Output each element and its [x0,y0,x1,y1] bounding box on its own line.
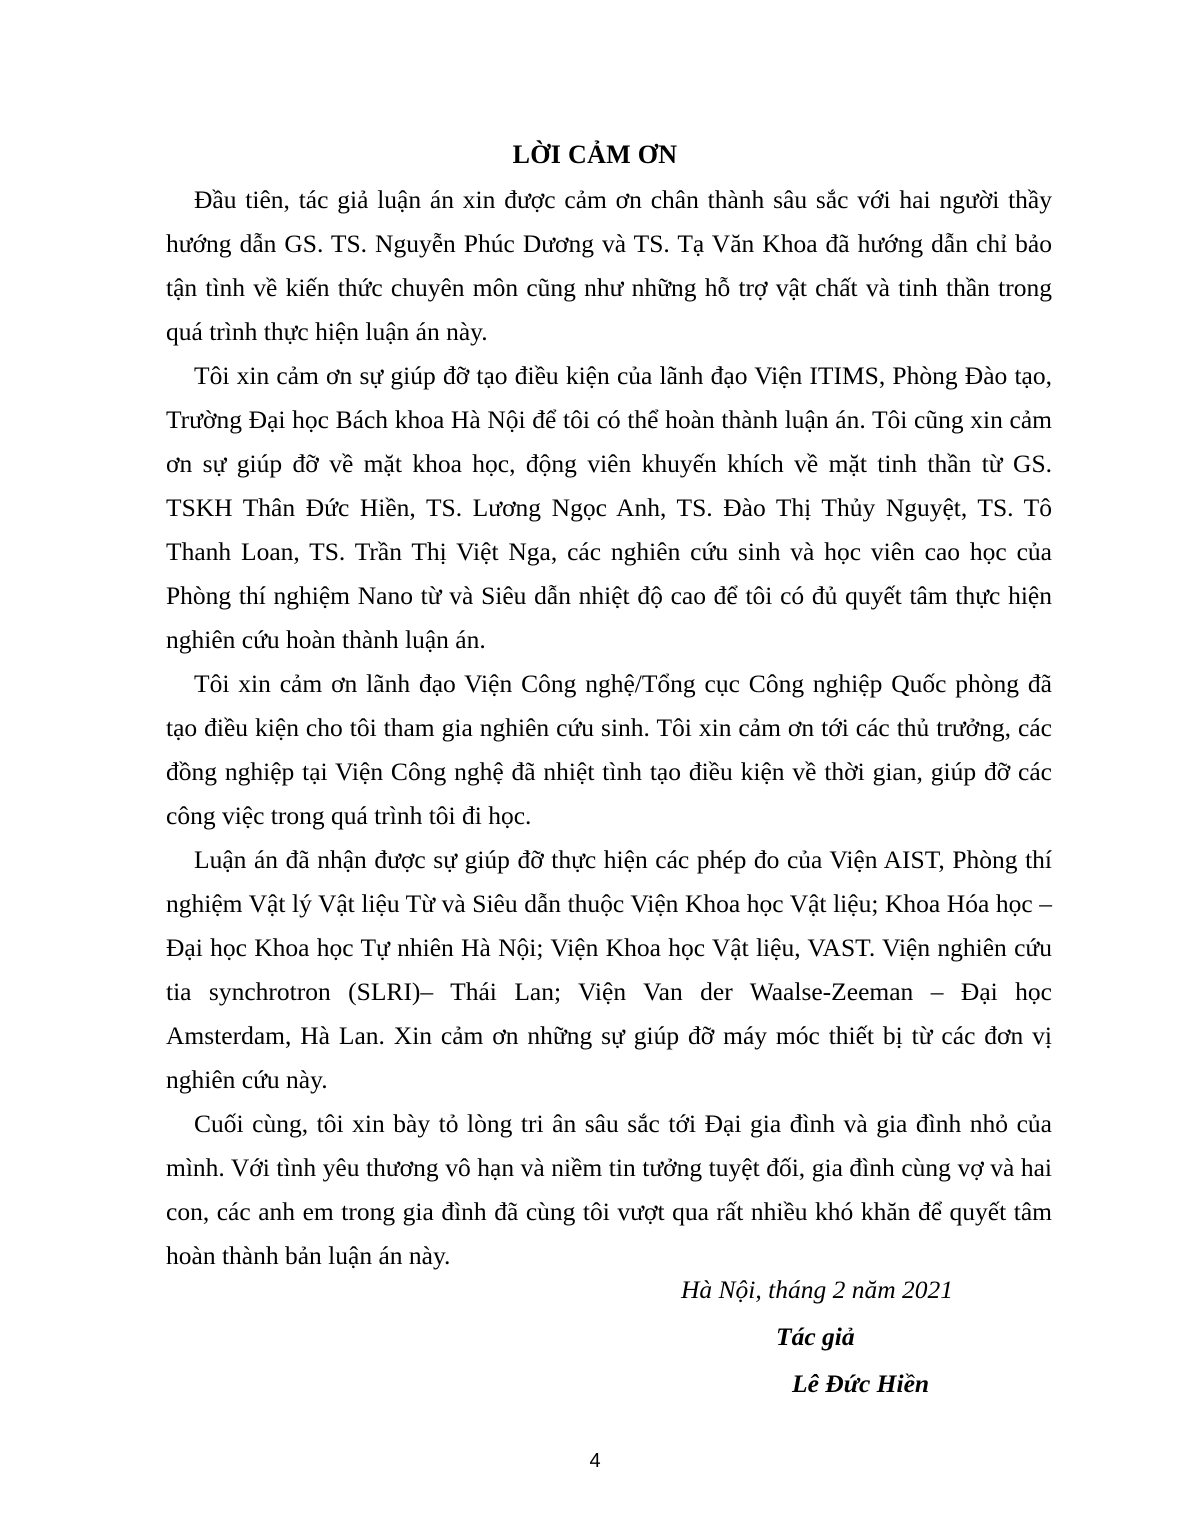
paragraph-measurement-support: Luận án đã nhận được sự giúp đỡ thực hiện các phép đo của Viện AIST, Phòng thí nghiệm Vật lý Vật liệu Từ và Siêu dẫn thuộc Viện Khoa học Vật liệu; Khoa Hóa học – Đại học Khoa học Tự nhiên Hà Nội; Viện Khoa học Vật liệu, VAST. Viện nghiên cứu tia synchrotron (SLRI)– Thái Lan; Viện Van der Waalse-Zeeman – Đại học Amsterdam, Hà Lan. Xin cảm ơn những sự giúp đỡ máy móc thiết bị từ các đơn vị nghiên cứu này. [166,845,1052,1094]
page-title: LỜI CẢM ƠN [512,140,678,169]
signature-name: Lê Đức Hiền [792,1369,930,1398]
paragraph-institute-support: Tôi xin cảm ơn sự giúp đỡ tạo điều kiện của lãnh đạo Viện ITIMS, Phòng Đào tạo, Trường Đại học Bách khoa Hà Nội để tôi có thể hoàn thành luận án. Tôi cũng xin cảm ơn sự giúp đỡ về mặt khoa học, động viên khuyến khích về mặt tinh thần từ GS. TSKH Thân Đức Hiền, TS. Lương Ngọc Anh, TS. Đào Thị Thủy Nguyệt, TS. Tô Thanh Loan, TS. Trần Thị Việt Nga, các nghiên cứu sinh và học viên cao học của Phòng thí nghiệm Nano từ và Siêu dẫn nhiệt độ cao để tôi có đủ quyết tâm thực hiện nghiên cứu hoàn thành luận án. [166,361,1052,654]
acknowledgement-body [166,178,1052,1278]
paragraph-advisors: Đầu tiên, tác giả luận án xin được cảm ơn chân thành sâu sắc với hai người thầy hướng dẫn GS. TS. Nguyễn Phúc Dương và TS. Tạ Văn Khoa đã hướng dẫn chỉ bảo tận tình về kiến thức chuyên môn cũng như những hỗ trợ vật chất và tinh thần trong quá trình thực hiện luận án này. [166,185,1052,346]
paragraph-family: Cuối cùng, tôi xin bày tỏ lòng tri ân sâu sắc tới Đại gia đình và gia đình nhỏ của mình. Với tình yêu thương vô hạn và niềm tin tưởng tuyệt đối, gia đình cùng vợ và hai con, các anh em trong gia đình đã cùng tôi vượt qua rất nhiều khó khăn để quyết tâm hoàn thành bản luận án này. [166,1109,1052,1270]
page-number: 4 [589,1450,601,1472]
signature-role: Tác giả [776,1322,855,1351]
signature-place-date: Hà Nội, tháng 2 năm 2021 [681,1275,954,1304]
paragraph-employer-support: Tôi xin cảm ơn lãnh đạo Viện Công nghệ/Tổng cục Công nghiệp Quốc phòng đã tạo điều kiện cho tôi tham gia nghiên cứu sinh. Tôi xin cảm ơn tới các thủ trưởng, các đồng nghiệp tại Viện Công nghệ đã nhiệt tình tạo điều kiện về thời gian, giúp đỡ các công việc trong quá trình tôi đi học. [166,669,1052,830]
